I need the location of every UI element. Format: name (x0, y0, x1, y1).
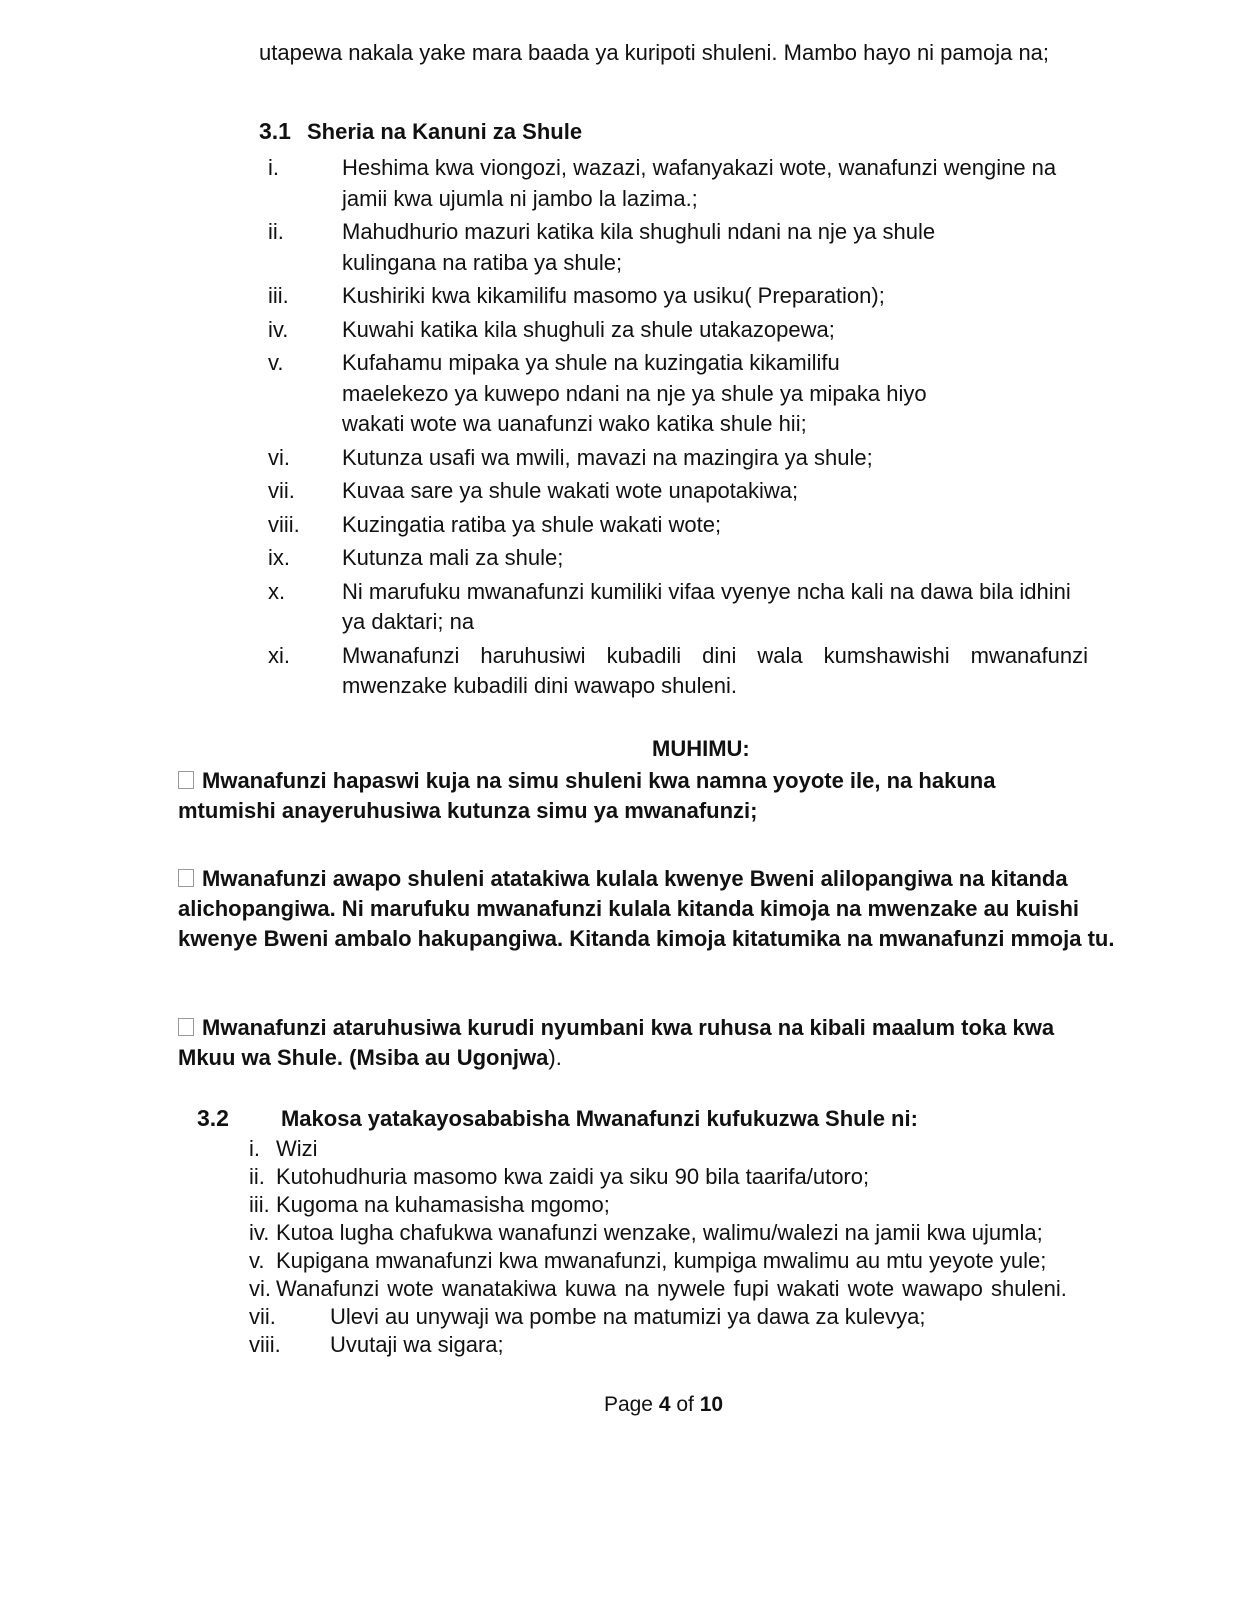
item-text: Kuzingatia ratiba ya shule wakati wote; (342, 511, 722, 537)
section-title: Makosa yatakayosababisha Mwanafunzi kufukuzwa Shule ni: (280, 1106, 918, 1131)
list-item (268, 348, 1088, 440)
list-item (249, 1275, 1149, 1303)
note-text: Mwanafunzi ataruhusiwa kurudi nyumbani kwa ruhusa na kibali maalum toka kwa Mkuu wa Shule. (Msiba au Ugonjwa (178, 1015, 1055, 1070)
item-text: Kutoa lugha chafukwa wanafunzi wenzake, walimu/walezi na jamii kwa ujumla; (276, 1220, 1043, 1245)
bullet-box-icon (178, 1018, 194, 1036)
item-number: xi. (268, 642, 290, 668)
list-item (268, 577, 1088, 638)
note-text: Mwanafunzi awapo shuleni atatakiwa kulala kwenye Bweni alilopangiwa na kitanda alichopangiwa. Ni marufuku mwanafunzi kulala kitanda kimoja na mwenzake au kuishi kwenye Bweni ambalo hakupangiwa. Kitanda kimoja kitatumika na mwanafunzi mmoja tu. (178, 866, 1115, 951)
item-text: Mwanafunzi haruhusiwi kubadili dini wala kumshawishi mwanafunzi mwenzake kubadili dini wawapo shuleni. (342, 642, 1088, 698)
list-item (249, 1135, 1149, 1163)
current-page-number: 4 (658, 1393, 671, 1416)
list-item (268, 443, 1088, 474)
list-item (249, 1331, 1149, 1359)
item-text: Wanafunzi wote wanatakiwa kuwa na nywele fupi wakati wote wawapo shuleni. (276, 1276, 1067, 1301)
item-number: viii. (268, 511, 300, 537)
list-item (268, 641, 1088, 702)
note-leave (178, 1013, 1078, 1073)
item-number: iii. (268, 283, 289, 308)
list-item (268, 476, 1088, 507)
section-3-1-heading (259, 118, 582, 145)
item-text: Kuvaa sare ya shule wakati wote unapotakiwa; (342, 478, 799, 503)
total-page-count: 10 (699, 1393, 724, 1416)
item-number: v. (249, 1248, 265, 1273)
list-item (268, 315, 1088, 346)
bullet-box-icon (178, 771, 194, 789)
note-phones (178, 766, 1078, 826)
muhimu-heading: MUHIMU: (652, 736, 750, 761)
rules-list (268, 153, 1088, 705)
item-number: i. (268, 155, 279, 180)
section-number: 3.2 (197, 1105, 229, 1131)
list-item (268, 543, 1088, 574)
item-text: Ni marufuku mwanafunzi kumiliki vifaa vyenye ncha kali na dawa bila idhini ya daktari; na (342, 578, 1071, 634)
item-text: Kufahamu mipaka ya shule na kuzingatia kikamilifu maelekezo ya kuwepo ndani na nje ya shule ya mipaka hiyo wakati wote wa uanafunzi wako katika shule hii; (342, 350, 927, 436)
page-footer (0, 1393, 1236, 1417)
item-number: v. (268, 350, 284, 375)
note-text: Mwanafunzi hapaswi kuja na simu shuleni kwa namna yoyote ile, na hakuna mtumishi anayeruhusiwa kutunza simu ya mwanafunzi; (178, 768, 996, 823)
item-text: Wizi (276, 1136, 318, 1161)
list-item (249, 1303, 1149, 1331)
item-text: Kupigana mwanafunzi kwa mwanafunzi, kumpiga mwalimu au mtu yeyote yule; (276, 1248, 1047, 1273)
item-number: iv. (268, 316, 289, 342)
bullet-box-icon (178, 869, 194, 887)
footer-middle: of (670, 1393, 700, 1416)
item-text: Kuwahi katika kila shughuli za shule utakazopewa; (342, 316, 835, 342)
list-item (249, 1247, 1149, 1275)
item-number: vii. (249, 1304, 276, 1329)
item-number: x. (268, 578, 286, 604)
item-number: vii. (268, 478, 295, 503)
item-text: Kutunza mali za shule; (342, 545, 564, 570)
item-number: ix. (268, 545, 290, 570)
item-number: ii. (268, 219, 284, 244)
list-item (249, 1163, 1149, 1191)
section-3-2-heading (197, 1105, 918, 1132)
intro-paragraph: utapewa nakala yake mara baada ya kuripoti shuleni. Mambo hayo ni pamoja na; (259, 40, 1050, 65)
note-dormitory (178, 864, 1158, 954)
item-number: ii. (249, 1164, 265, 1189)
list-item (249, 1191, 1149, 1219)
list-item (249, 1219, 1149, 1247)
item-number: viii. (249, 1332, 281, 1357)
item-text: Ulevi au unywaji wa pombe na matumizi ya dawa za kulevya; (330, 1304, 926, 1329)
list-item (268, 281, 1088, 312)
section-number: 3.1 (259, 118, 291, 144)
note-tail: ). (548, 1045, 562, 1070)
list-item (268, 153, 1088, 214)
item-number: vi. (249, 1276, 271, 1301)
item-text: Kutunza usafi wa mwili, mavazi na mazingira ya shule; (342, 444, 873, 470)
footer-prefix: Page (603, 1393, 659, 1416)
list-item (268, 510, 1088, 541)
item-text: Mahudhurio mazuri katika kila shughuli ndani na nje ya shule kulingana na ratiba ya shule; (342, 219, 936, 275)
item-number: vi. (268, 444, 290, 470)
item-text: Uvutaji wa sigara; (330, 1332, 504, 1357)
item-number: i. (249, 1136, 260, 1161)
offenses-list (249, 1135, 1149, 1359)
item-text: Heshima kwa viongozi, wazazi, wafanyakazi wote, wanafunzi wengine na jamii kwa ujumla ni jambo la lazima.; (342, 155, 1057, 211)
section-title: Sheria na Kanuni za Shule (306, 119, 583, 144)
list-item (268, 217, 1088, 278)
item-number: iv. (249, 1220, 270, 1245)
item-text: Kutohudhuria masomo kwa zaidi ya siku 90 bila taarifa/utoro; (276, 1164, 870, 1189)
item-text: Kugoma na kuhamasisha mgomo; (276, 1192, 610, 1217)
item-text: Kushiriki kwa kikamilifu masomo ya usiku( Preparation); (342, 283, 885, 308)
item-number: iii. (249, 1192, 270, 1217)
